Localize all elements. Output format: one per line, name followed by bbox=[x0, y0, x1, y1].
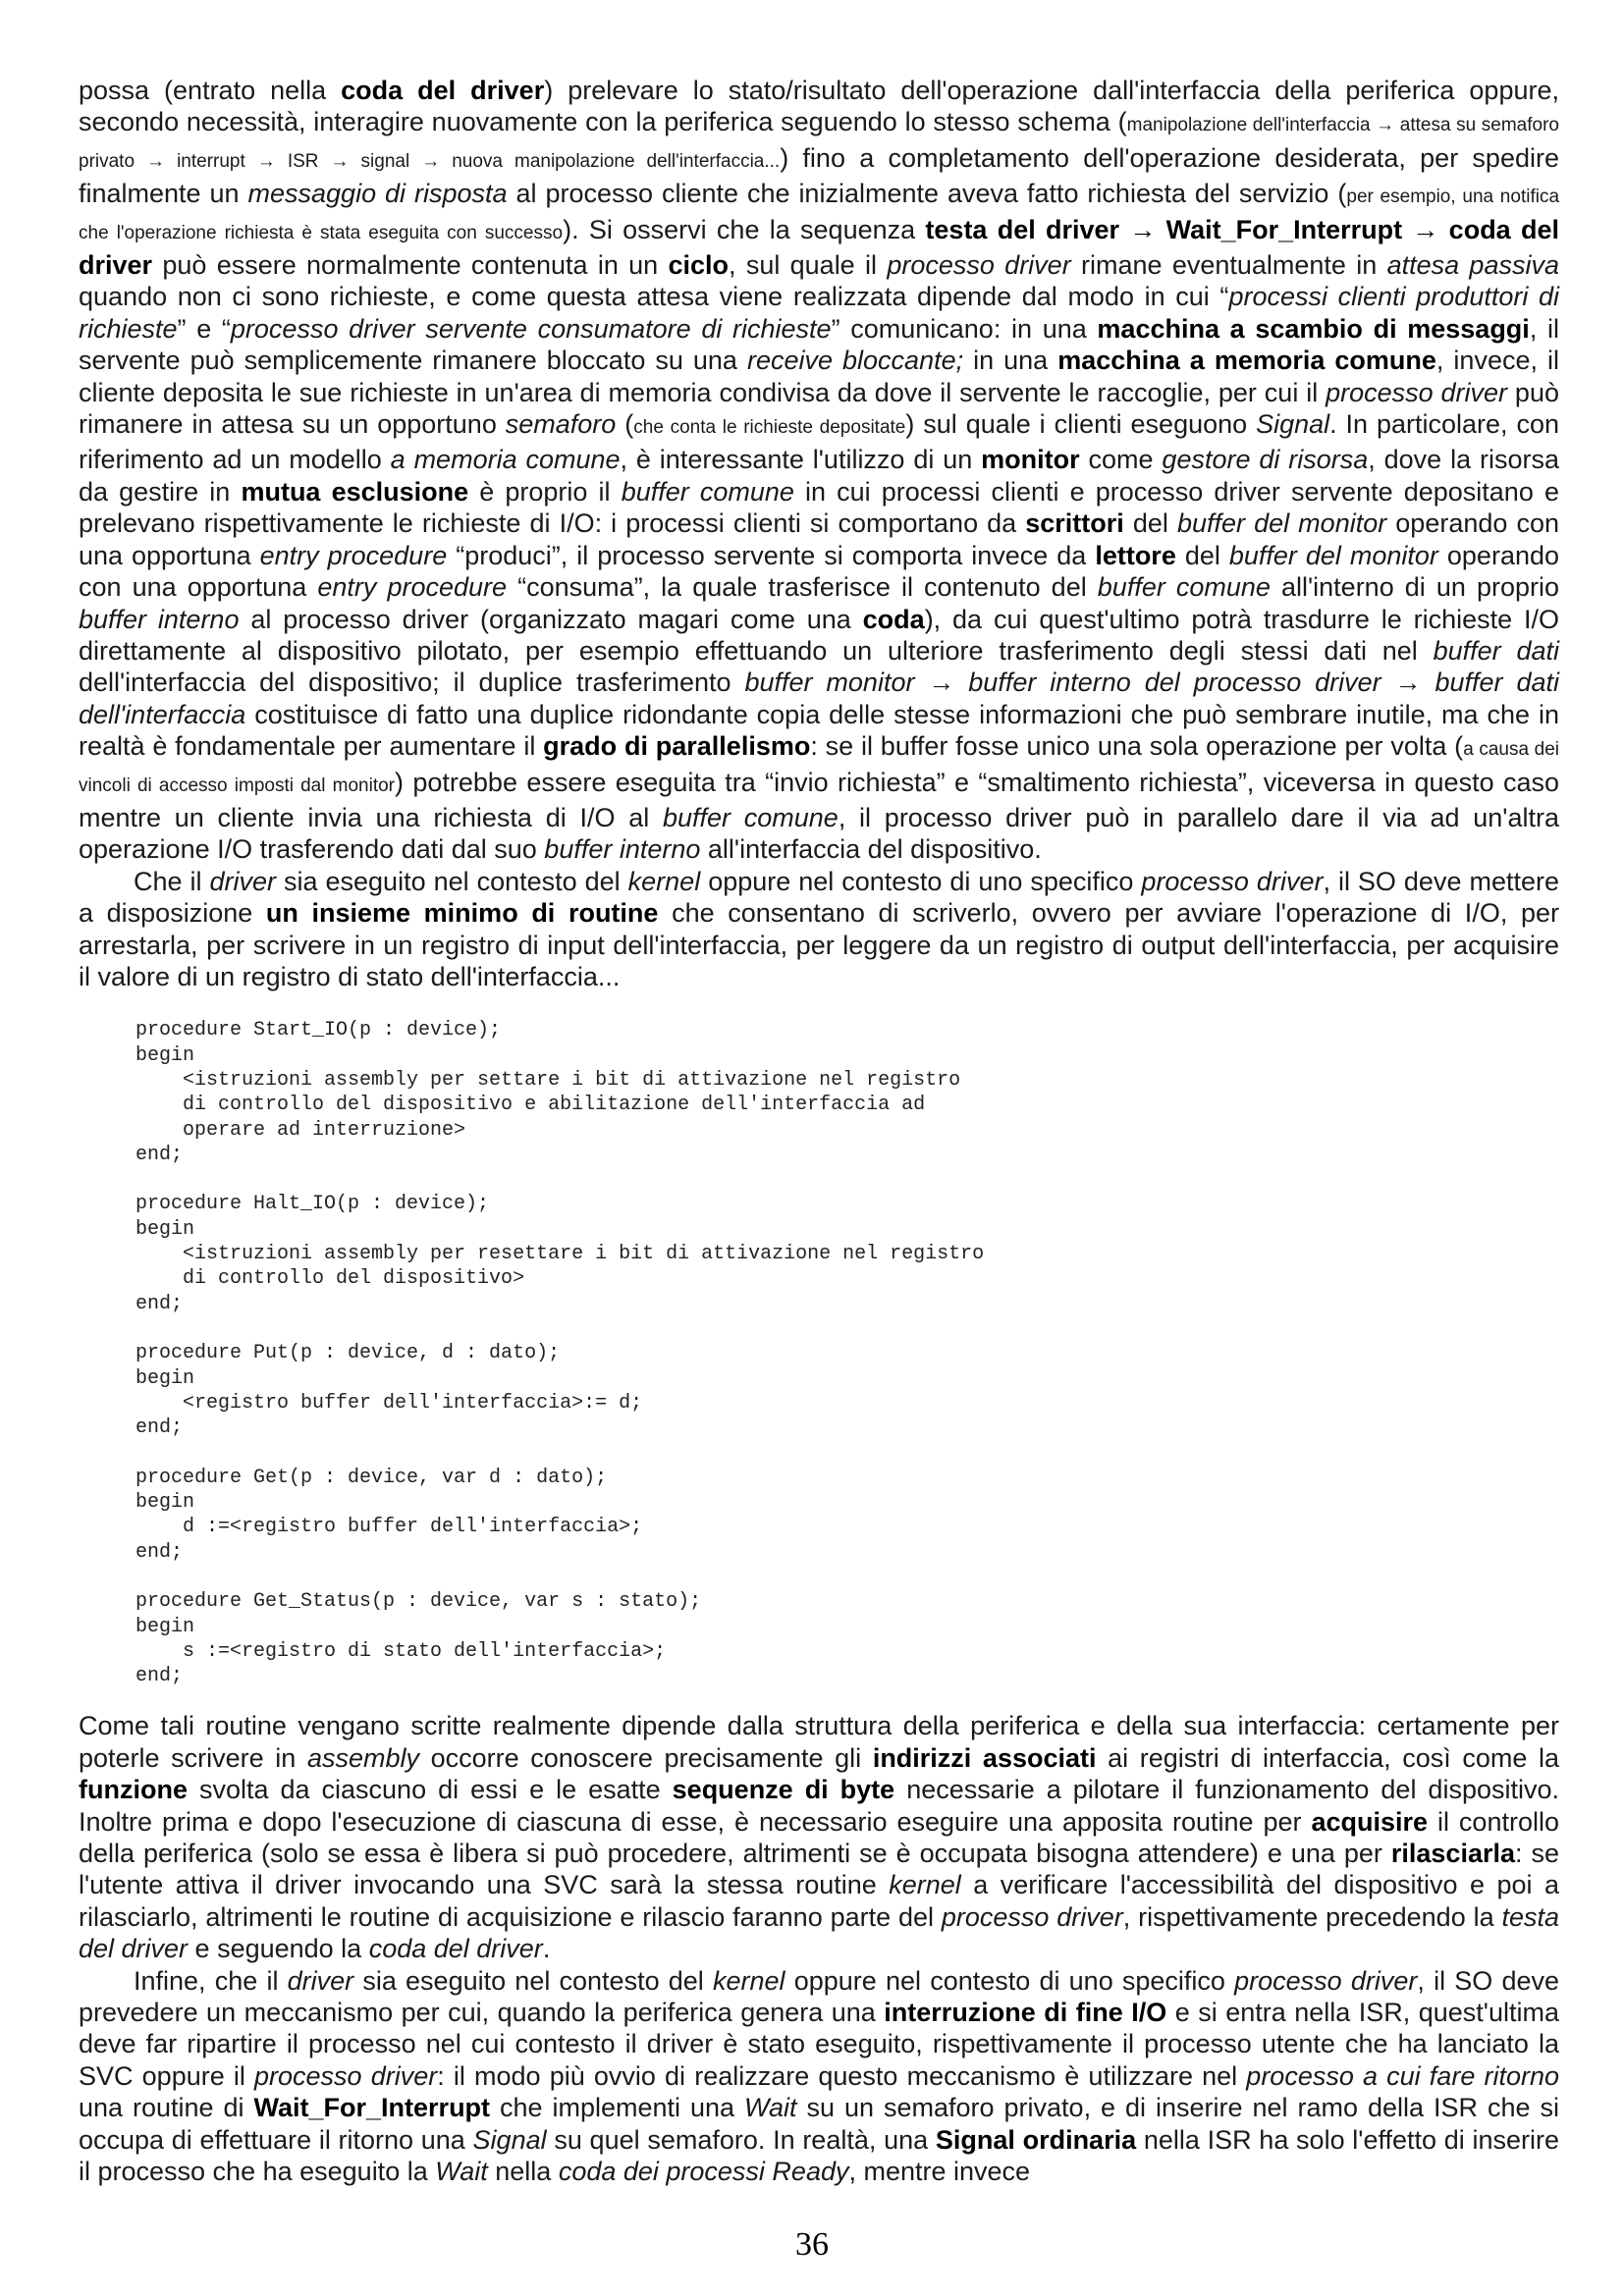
paragraph-driver-tail: possa (entrato nella coda del driver) prelevare lo stato/risultato dell'operazione dall'interfaccia della periferica oppure, secondo necessità, interagire nuovamente con la periferica seguendo lo stesso schema (manipolazione dell'interfaccia → attesa su semaforo privato → interrupt → ISR → signal → nuova manipolazione dell'interfaccia...) fino a completamento dell'operazione desiderata, per spedire finalmente un messaggio di risposta al processo cliente che inizialmente aveva fatto richiesta del servizio (per esempio, una notifica che l'operazione richiesta è stata eseguita con successo). Si osservi che la sequenza testa del driver → Wait_For_Interrupt → coda del driver può essere normalmente contenuta in un ciclo, sul quale il processo driver rimane eventualmente in attesa passiva quando non ci sono richieste, e come questa attesa viene realizzata dipende dal modo in cui “processi clienti produttori di richieste” e “processo driver servente consumatore di richieste” comunicano: in una macchina a scambio di messaggi, il servente può semplicemente rimanere bloccato su una receive bloccante; in una macchina a memoria comune, invece, il cliente deposita le sue richieste in un'area di memoria condivisa da dove il servente le raccoglie, per cui il processo driver può rimanere in attesa su un opportuno semaforo (che conta le richieste depositate) sul quale i clienti eseguono Signal. In particolare, con riferimento ad un modello a memoria comune, è interessante l'utilizzo di un monitor come gestore di risorsa, dove la risorsa da gestire in mutua esclusione è proprio il buffer comune in cui processi clienti e processo driver servente depositano e prelevano rispettivamente le richieste di I/O: i processi clienti si comportano da scrittori del buffer del monitor operando con una opportuna entry procedure “produci”, il processo servente si comporta invece da lettore del buffer del monitor operando con una opportuna entry procedure “consuma”, la quale trasferisce il contenuto del buffer comune all'interno di un proprio buffer interno al processo driver (organizzato magari come una coda), da cui quest'ultimo potrà trasdurre le richieste I/O direttamente al dispositivo pilotato, per esempio effettuando un ulteriore trasferimento degli stessi dati nel buffer dati dell'interfaccia del dispositivo; il duplice trasferimento buffer monitor → buffer interno del processo driver → buffer dati dell'interfaccia costituisce di fatto una duplice ridondante copia delle stesse informazioni che può sembrare inutile, ma che in realtà è fondamentale per aumentare il grado di parallelismo: se il buffer fosse unico una sola operazione per volta (a causa dei vincoli di accesso imposti dal monitor) potrebbe essere eseguita tra “invio richiesta” e “smaltimento richiesta”, viceversa in questo caso mentre un cliente invia una richiesta di I/O al buffer comune, il processo driver può in parallelo dare il via ad un'altra operazione I/O trasferendo dati dal suo buffer interno all'interfaccia del dispositivo. bbox=[79, 76, 1560, 865]
paragraph-minimal-routines: Che il driver sia eseguito nel contesto del kernel oppure nel contesto di uno specifico processo driver, il SO deve mettere a disposizione un insieme minimo di routine che consentano di scriverlo, ovvero per avviare l'operazione di I/O, per arrestarla, per scrivere in un registro di input dell'interfaccia, per leggere da un registro di output dell'interfaccia, per acquisire il valore di un registro di stato dell'interfaccia... bbox=[79, 866, 1559, 991]
page-number: 36 bbox=[795, 2226, 829, 2263]
code-listing: procedure Start_IO(p : device); begin <istruzioni assembly per settare i bit di attivazione nel registro di controllo del dispositivo e abilitazione dell'interfaccia ad operare ad interruzione> end; procedure Halt_IO(p : device); begin <istruzioni assembly per resettare i bit di attivazione nel registro di controllo del dispositivo> end; procedure Put(p : device, d : dato); begin <registro buffer dell'interfaccia>:= d; end; procedure Get(p : device, var d : dato); begin d :=<registro buffer dell'interfaccia>; end; procedure Get_Status(p : device, var s : stato); begin s :=<registro di stato dell'interfaccia>; end; bbox=[135, 1019, 985, 1688]
paragraph-routine-writing: Come tali routine vengano scritte realmente dipende dalla struttura della periferica e della sua interfaccia: certamente per poterle scrivere in assembly occorre conoscere precisamente gli indirizzi associati ai registri di interfaccia, così come la funzione svolta da ciascuno di essi e le esatte sequenze di byte necessarie a pilotare il funzionamento del dispositivo. Inoltre prima e dopo l'esecuzione di ciascuna di esse, è necessario eseguire una apposita routine per acquisire il controllo della periferica (solo se essa è libera si può procedere, altrimenti se è occupata bisogna attendere) e una per rilasciarla: se l'utente attiva il driver invocando una SVC sarà la stessa routine kernel a verificare l'accessibilità del dispositivo e poi a rilasciarlo, altrimenti le routine di acquisizione e rilascio faranno parte del processo driver, rispettivamente precedendo la testa del driver e seguendo la coda del driver. bbox=[79, 1711, 1559, 1964]
document-page bbox=[79, 75, 1559, 2187]
paragraph-interrupt-mechanism: Infine, che il driver sia eseguito nel contesto del kernel oppure nel contesto di uno specifico processo driver, il SO deve prevedere un meccanismo per cui, quando la periferica genera una interruzione di fine I/O e si entra nella ISR, quest'ultima deve far ripartire il processo nel cui contesto il driver è stato eseguito, rispettivamente il processo utente che ha lanciato la SVC oppure il processo driver: il modo più ovvio di realizzare questo meccanismo è utilizzare nel processo a cui fare ritorno una routine di Wait_For_Interrupt che implementi una Wait su un semaforo privato, e di inserire nel ramo della ISR che si occupa di effettuare il ritorno una Signal su quel semaforo. In realtà, una Signal ordinaria nella ISR ha solo l'effetto di inserire il processo che ha eseguito la Wait nella coda dei processi Ready, mentre invece bbox=[79, 1965, 1560, 2187]
